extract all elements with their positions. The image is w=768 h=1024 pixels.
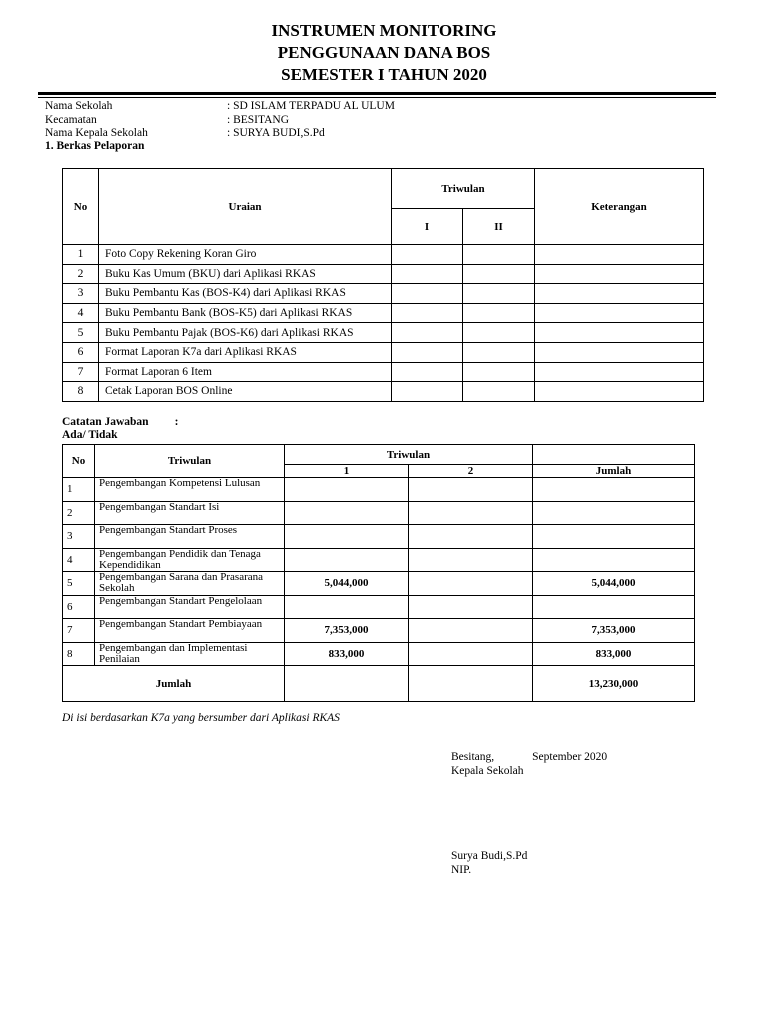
row-keterangan xyxy=(535,284,704,304)
signature-name-block xyxy=(451,850,527,877)
row-triwulan-2 xyxy=(409,642,533,666)
row-uraian: Buku Kas Umum (BKU) dari Aplikasi RKAS xyxy=(99,264,392,284)
row-keterangan xyxy=(535,264,704,284)
report-files-table xyxy=(62,168,704,402)
signature-nip: NIP. xyxy=(451,863,472,876)
row-triwulan-1: 833,000 xyxy=(285,642,409,666)
info-value: : SD ISLAM TERPADU AL ULUM xyxy=(227,100,395,112)
row-triwulan-1 xyxy=(392,362,463,382)
row-jumlah xyxy=(533,501,695,525)
row-no: 3 xyxy=(63,284,99,304)
row-triwulan-1 xyxy=(285,548,409,572)
row-triwulan-1 xyxy=(285,478,409,502)
row-description: Pengembangan Sarana dan Prasarana Sekolah xyxy=(95,572,285,596)
row-triwulan-2 xyxy=(463,284,535,304)
row-triwulan-1 xyxy=(392,264,463,284)
row-triwulan-1 xyxy=(392,382,463,402)
document-title xyxy=(0,20,768,86)
info-value: : BESITANG xyxy=(227,113,290,126)
row-jumlah xyxy=(533,478,695,502)
row-no: 5 xyxy=(63,323,99,343)
signature-place: Besitang, xyxy=(451,751,495,763)
row-triwulan-2 xyxy=(463,264,535,284)
row-no: 5 xyxy=(63,572,95,596)
row-triwulan-1 xyxy=(285,595,409,619)
total-triwulan-2 xyxy=(409,666,533,702)
answer-notes xyxy=(62,416,178,442)
row-triwulan-2 xyxy=(409,595,533,619)
row-no: 6 xyxy=(63,595,95,619)
row-no: 2 xyxy=(63,264,99,284)
row-no: 2 xyxy=(63,501,95,525)
row-description: Pengembangan dan Implementasi Penilaian xyxy=(95,642,285,666)
row-keterangan xyxy=(535,362,704,382)
info-row-school xyxy=(45,100,395,114)
row-no: 7 xyxy=(63,619,95,643)
table-row xyxy=(63,245,704,265)
row-keterangan xyxy=(535,382,704,402)
row-keterangan xyxy=(535,342,704,362)
table-row xyxy=(63,525,695,549)
col-header-triwulan-2: 2 xyxy=(409,465,533,478)
col-header-triwulan-2: II xyxy=(463,209,535,245)
row-triwulan-2 xyxy=(409,525,533,549)
row-triwulan-1 xyxy=(392,245,463,265)
row-description: Pengembangan Standart Pengelolaan xyxy=(95,595,285,619)
budget-table xyxy=(62,444,695,702)
info-label: Nama Sekolah xyxy=(45,100,113,112)
col-header-empty xyxy=(533,445,695,465)
row-uraian: Format Laporan K7a dari Aplikasi RKAS xyxy=(99,342,392,362)
row-no: 1 xyxy=(63,245,99,265)
table-row xyxy=(63,362,704,382)
row-no: 8 xyxy=(63,382,99,402)
table-row xyxy=(63,303,704,323)
table-row xyxy=(63,264,704,284)
row-triwulan-2 xyxy=(409,548,533,572)
signature-role: Kepala Sekolah xyxy=(451,764,524,777)
signature-date-block xyxy=(451,751,607,778)
signature-date: September 2020 xyxy=(532,751,608,763)
row-triwulan-1 xyxy=(285,525,409,549)
row-keterangan xyxy=(535,323,704,343)
row-uraian: Cetak Laporan BOS Online xyxy=(99,382,392,402)
row-description: Pengembangan Standart Pembiayaan xyxy=(95,619,285,643)
title-line-1: INSTRUMEN MONITORING xyxy=(271,21,497,40)
footnote: Di isi berdasarkan K7a yang bersumber dari Aplikasi RKAS xyxy=(62,712,340,724)
table-row xyxy=(63,642,695,666)
col-header-no: No xyxy=(63,445,95,478)
row-triwulan-1 xyxy=(392,342,463,362)
table-row xyxy=(63,478,695,502)
row-no: 4 xyxy=(63,548,95,572)
info-row-district xyxy=(45,114,395,128)
row-description: Pengembangan Standart Isi xyxy=(95,501,285,525)
row-triwulan-2 xyxy=(409,572,533,596)
row-uraian: Buku Pembantu Bank (BOS-K5) dari Aplikasi RKAS xyxy=(99,303,392,323)
row-jumlah xyxy=(533,595,695,619)
info-label: Nama Kepala Sekolah xyxy=(45,127,148,139)
section-heading: 1. Berkas Pelaporan xyxy=(45,140,145,152)
col-header-triwulan-group: Triwulan xyxy=(285,445,533,465)
col-header-triwulan: Triwulan xyxy=(392,169,535,209)
table-row xyxy=(63,342,704,362)
title-line-3: SEMESTER I TAHUN 2020 xyxy=(281,65,487,84)
table-row xyxy=(63,572,695,596)
row-triwulan-1 xyxy=(392,303,463,323)
row-jumlah xyxy=(533,548,695,572)
table-row xyxy=(63,501,695,525)
row-jumlah: 7,353,000 xyxy=(533,619,695,643)
row-description: Pengembangan Pendidik dan Tenaga Kependidikan xyxy=(95,548,285,572)
col-header-triwulan-1: 1 xyxy=(285,465,409,478)
table-row xyxy=(63,323,704,343)
row-jumlah: 833,000 xyxy=(533,642,695,666)
row-triwulan-2 xyxy=(409,478,533,502)
row-triwulan-1: 5,044,000 xyxy=(285,572,409,596)
row-keterangan xyxy=(535,303,704,323)
total-triwulan-1 xyxy=(285,666,409,702)
title-line-2: PENGGUNAAN DANA BOS xyxy=(277,43,491,62)
row-no: 6 xyxy=(63,342,99,362)
notes-label: Catatan Jawaban xyxy=(62,416,149,428)
row-triwulan-2 xyxy=(463,303,535,323)
row-no: 7 xyxy=(63,362,99,382)
row-triwulan-2 xyxy=(463,382,535,402)
row-description: Pengembangan Standart Proses xyxy=(95,525,285,549)
header-rule-thick xyxy=(38,92,716,95)
row-triwulan-2 xyxy=(463,245,535,265)
notes-options: Ada/ Tidak xyxy=(62,429,118,441)
row-triwulan-2 xyxy=(463,342,535,362)
row-no: 4 xyxy=(63,303,99,323)
table-row xyxy=(63,619,695,643)
header-rule-thin xyxy=(38,97,716,98)
row-uraian: Foto Copy Rekening Koran Giro xyxy=(99,245,392,265)
row-no: 8 xyxy=(63,642,95,666)
row-uraian: Buku Pembantu Kas (BOS-K4) dari Aplikasi RKAS xyxy=(99,284,392,304)
row-triwulan-1 xyxy=(392,284,463,304)
row-description: Pengembangan Kompetensi Lulusan xyxy=(95,478,285,502)
table-row xyxy=(63,382,704,402)
info-row-principal xyxy=(45,127,395,141)
row-jumlah xyxy=(533,525,695,549)
row-no: 3 xyxy=(63,525,95,549)
col-header-keterangan: Keterangan xyxy=(535,169,704,245)
info-value: : SURYA BUDI,S.Pd xyxy=(227,127,325,139)
table-row xyxy=(63,284,704,304)
table-row xyxy=(63,595,695,619)
total-label: Jumlah xyxy=(63,666,285,702)
table-row xyxy=(63,548,695,572)
notes-colon: : xyxy=(174,416,179,428)
row-triwulan-1 xyxy=(285,501,409,525)
signature-name: Surya Budi,S.Pd xyxy=(451,850,528,862)
row-triwulan-2 xyxy=(409,619,533,643)
row-triwulan-1 xyxy=(392,323,463,343)
row-triwulan-2 xyxy=(409,501,533,525)
school-info xyxy=(45,100,395,141)
col-header-no: No xyxy=(63,169,99,245)
row-triwulan-2 xyxy=(463,362,535,382)
col-header-jumlah: Jumlah xyxy=(533,465,695,478)
row-uraian: Buku Pembantu Pajak (BOS-K6) dari Aplikasi RKAS xyxy=(99,323,392,343)
col-header-triwulan-1: I xyxy=(392,209,463,245)
row-jumlah: 5,044,000 xyxy=(533,572,695,596)
info-label: Kecamatan xyxy=(45,113,97,126)
row-triwulan-1: 7,353,000 xyxy=(285,619,409,643)
col-header-triwulan: Triwulan xyxy=(95,445,285,478)
row-triwulan-2 xyxy=(463,323,535,343)
row-keterangan xyxy=(535,245,704,265)
col-header-uraian: Uraian xyxy=(99,169,392,245)
total-jumlah: 13,230,000 xyxy=(533,666,695,702)
row-uraian: Format Laporan 6 Item xyxy=(99,362,392,382)
row-no: 1 xyxy=(63,478,95,502)
